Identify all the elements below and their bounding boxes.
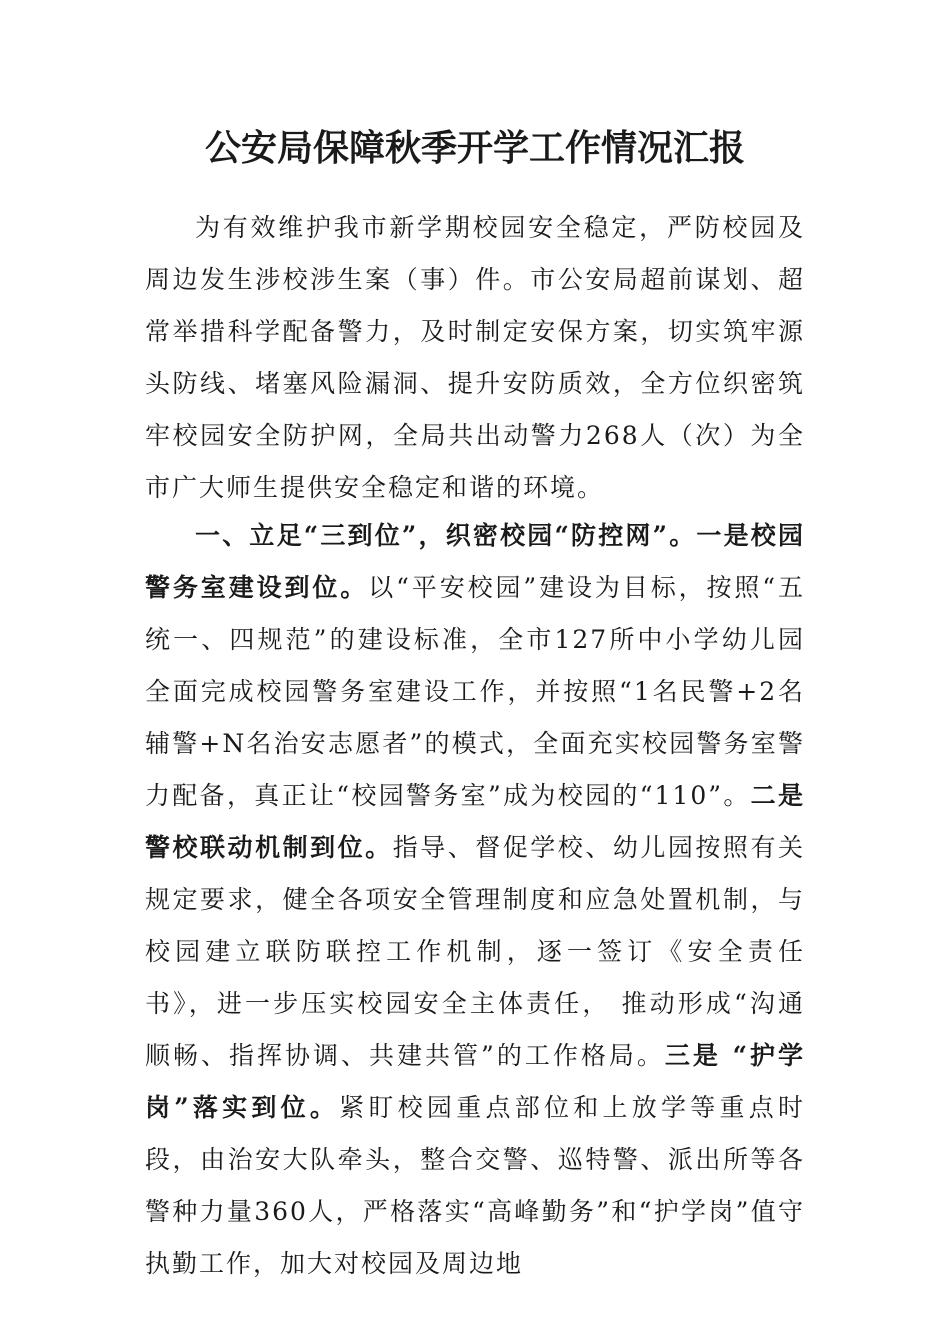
document-title: 公安局保障秋季开学工作情况汇报 xyxy=(204,127,745,169)
item-three-title: 三是 “护学岗”落实到位。 xyxy=(145,1041,805,1122)
section-one-heading: 一、立足“三到位”，织密校园“防控网”。 xyxy=(195,521,697,550)
intro-paragraph xyxy=(145,202,805,514)
item-two-text: 指导、督促学校、幼儿园按照有关规定要求，健全各项安全管理制度和应急处置机制，与校园建立联防联控工作机制，逐一签订《安全责任书》，进一步压实校园安全主体责任， 推动形成“沟通顺畅、指挥协调、共建共管”的工作格局。 xyxy=(145,833,805,1070)
section-one-paragraph xyxy=(145,510,805,1290)
item-one-text: 以“平安校园”建设为目标，按照“五统一、四规范”的建设标准，全市127所中小学幼儿园全面完成校园警务室建设工作，并按照“1名民警+2名辅警+N名治安志愿者”的模式，全面充实校园警务室警力配备，真正让“校园警务室”成为校园的“110”。 xyxy=(145,573,805,810)
item-three-text: 紧盯校园重点部位和上放学等重点时段，由治安大队牵头，整合交警、巡特警、派出所等各警种力量360人，严格落实“高峰勤务”和“护学岗”值守执勤工作，加大对校园及周边地 xyxy=(145,1093,805,1278)
item-two-title: 二是警校联动机制到位。 xyxy=(145,781,805,862)
intro-paragraph-text: 为有效维护我市新学期校园安全稳定，严防校园及周边发生涉校涉生案（事）件。市公安局超前谋划、超常举措科学配备警力，及时制定安保方案，切实筑牢源头防线、堵塞风险漏洞、提升安防质效，全方位织密筑牢校园安全防护网，全局共出动警力268人（次）为全市广大师生提供安全稳定和谐的环境。 xyxy=(145,213,805,502)
item-one-title: 一是校园警务室建设到位。 xyxy=(145,521,805,602)
